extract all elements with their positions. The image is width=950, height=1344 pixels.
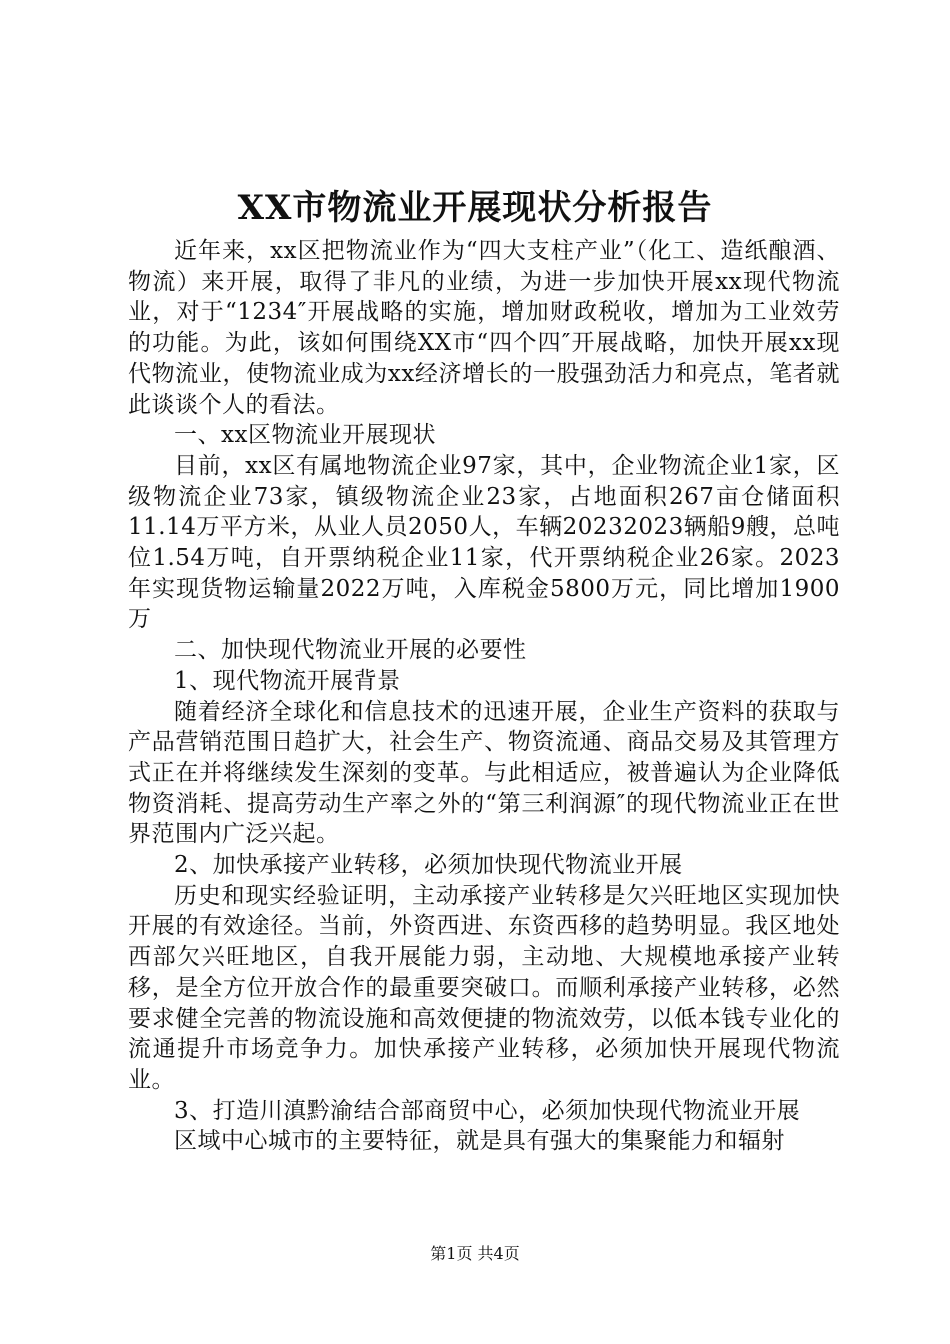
paragraph-intro: 近年来，xx区把物流业作为“四大支柱产业”（化工、造纸酿酒、物流）来开展，取得了非凡的业绩，为进一步加快开展xx现代物流业，对于“1234″开展战略的实施，增加财政税收，增加为工业效劳的功能。为此，该如何围绕XX市“四个四″开展战略，加快开展xx现代物流业，使物流业成为xx经济增长的一股强劲活力和亮点，笔者就此谈谈个人的看法。 <box>128 238 840 418</box>
paragraph-industry-transfer: 历史和现实经验证明，主动承接产业转移是欠兴旺地区实现加快开展的有效途径。当前，外资西进、东资西移的趋势明显。我区地处西部欠兴旺地区，自我开展能力弱，主动地、大规模地承接产业转移，是全方位开放合作的最重要突破口。而顺利承接产业转移，必然要求健全完善的物流设施和高效便捷的物流效劳，以低本钱专业化的流通提升市场竞争力。加快承接产业转移，必须加快开展现代物流业。 <box>128 882 840 1093</box>
paragraph-background: 随着经济全球化和信息技术的迅速开展，企业生产资料的获取与产品营销范围日趋扩大，社会生产、物资流通、商品交易及其管理方式正在并将继续发生深刻的变革。与此相适应，被普遍认为企业降低物资消耗、提高劳动生产率之外的“第三利润源″的现代物流业正在世界范围内广泛兴起。 <box>128 698 840 848</box>
document-body <box>128 236 840 1157</box>
subheading-trade-center: 3、打造川滇黔渝结合部商贸中心，必须加快现代物流业开展 <box>174 1097 801 1124</box>
page-number-footer: 第1页 共4页 <box>430 1244 520 1263</box>
paragraph-status: 目前，xx区有属地物流企业97家，其中，企业物流企业1家，区级物流企业73家，镇级物流企业23家，占地面积267亩仓储面积11.14万平方米，从业人员2050人，车辆20232023辆船9艘，总吨位1.54万吨，自开票纳税企业11家，代开票纳税企业26家。2023年实现货物运输量2022万吨，入库税金5800万元，同比增加1900万 <box>128 452 840 633</box>
paragraph-trade-center: 区域中心城市的主要特征，就是具有强大的集聚能力和辐射 <box>174 1128 785 1155</box>
section-heading-2: 二、加快现代物流业开展的必要性 <box>174 637 527 664</box>
section-heading-1: 一、xx区物流业开展现状 <box>174 422 436 449</box>
subheading-industry-transfer: 2、加快承接产业转移，必须加快现代物流业开展 <box>174 852 683 879</box>
subheading-background: 1、现代物流开展背景 <box>174 667 401 694</box>
document-title: XX市物流业开展现状分析报告 <box>237 188 713 228</box>
